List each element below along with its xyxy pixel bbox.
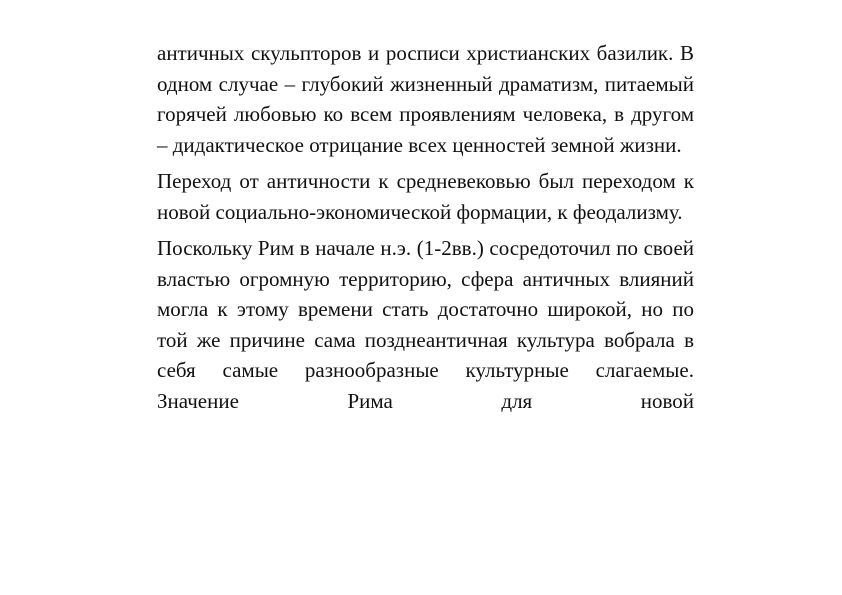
paragraph-1: античных скульпторов и росписи христианских базилик. В одном случае – глубокий жизненный драматизм, питаемый горячей любовью ко всем проявлениям человека, в другом – дидактическое отрицание всех ценностей земной жизни.: [157, 41, 694, 157]
paragraph-2: Переход от античности к средневековью был переходом к новой социально-экономической формации, к феодализму.: [157, 169, 694, 224]
paragraph-3: Поскольку Рим в начале н.э. (1-2вв.) сосредоточил по своей властью огромную территорию, сфера античных влияний могла к этому времени стать достаточно широкой, но по той же причине сама позднеантичная культура вобрала в себя самые разнообразные культурные слагаемые. Значение Рима для новой: [157, 236, 694, 413]
body-text: [157, 38, 694, 422]
